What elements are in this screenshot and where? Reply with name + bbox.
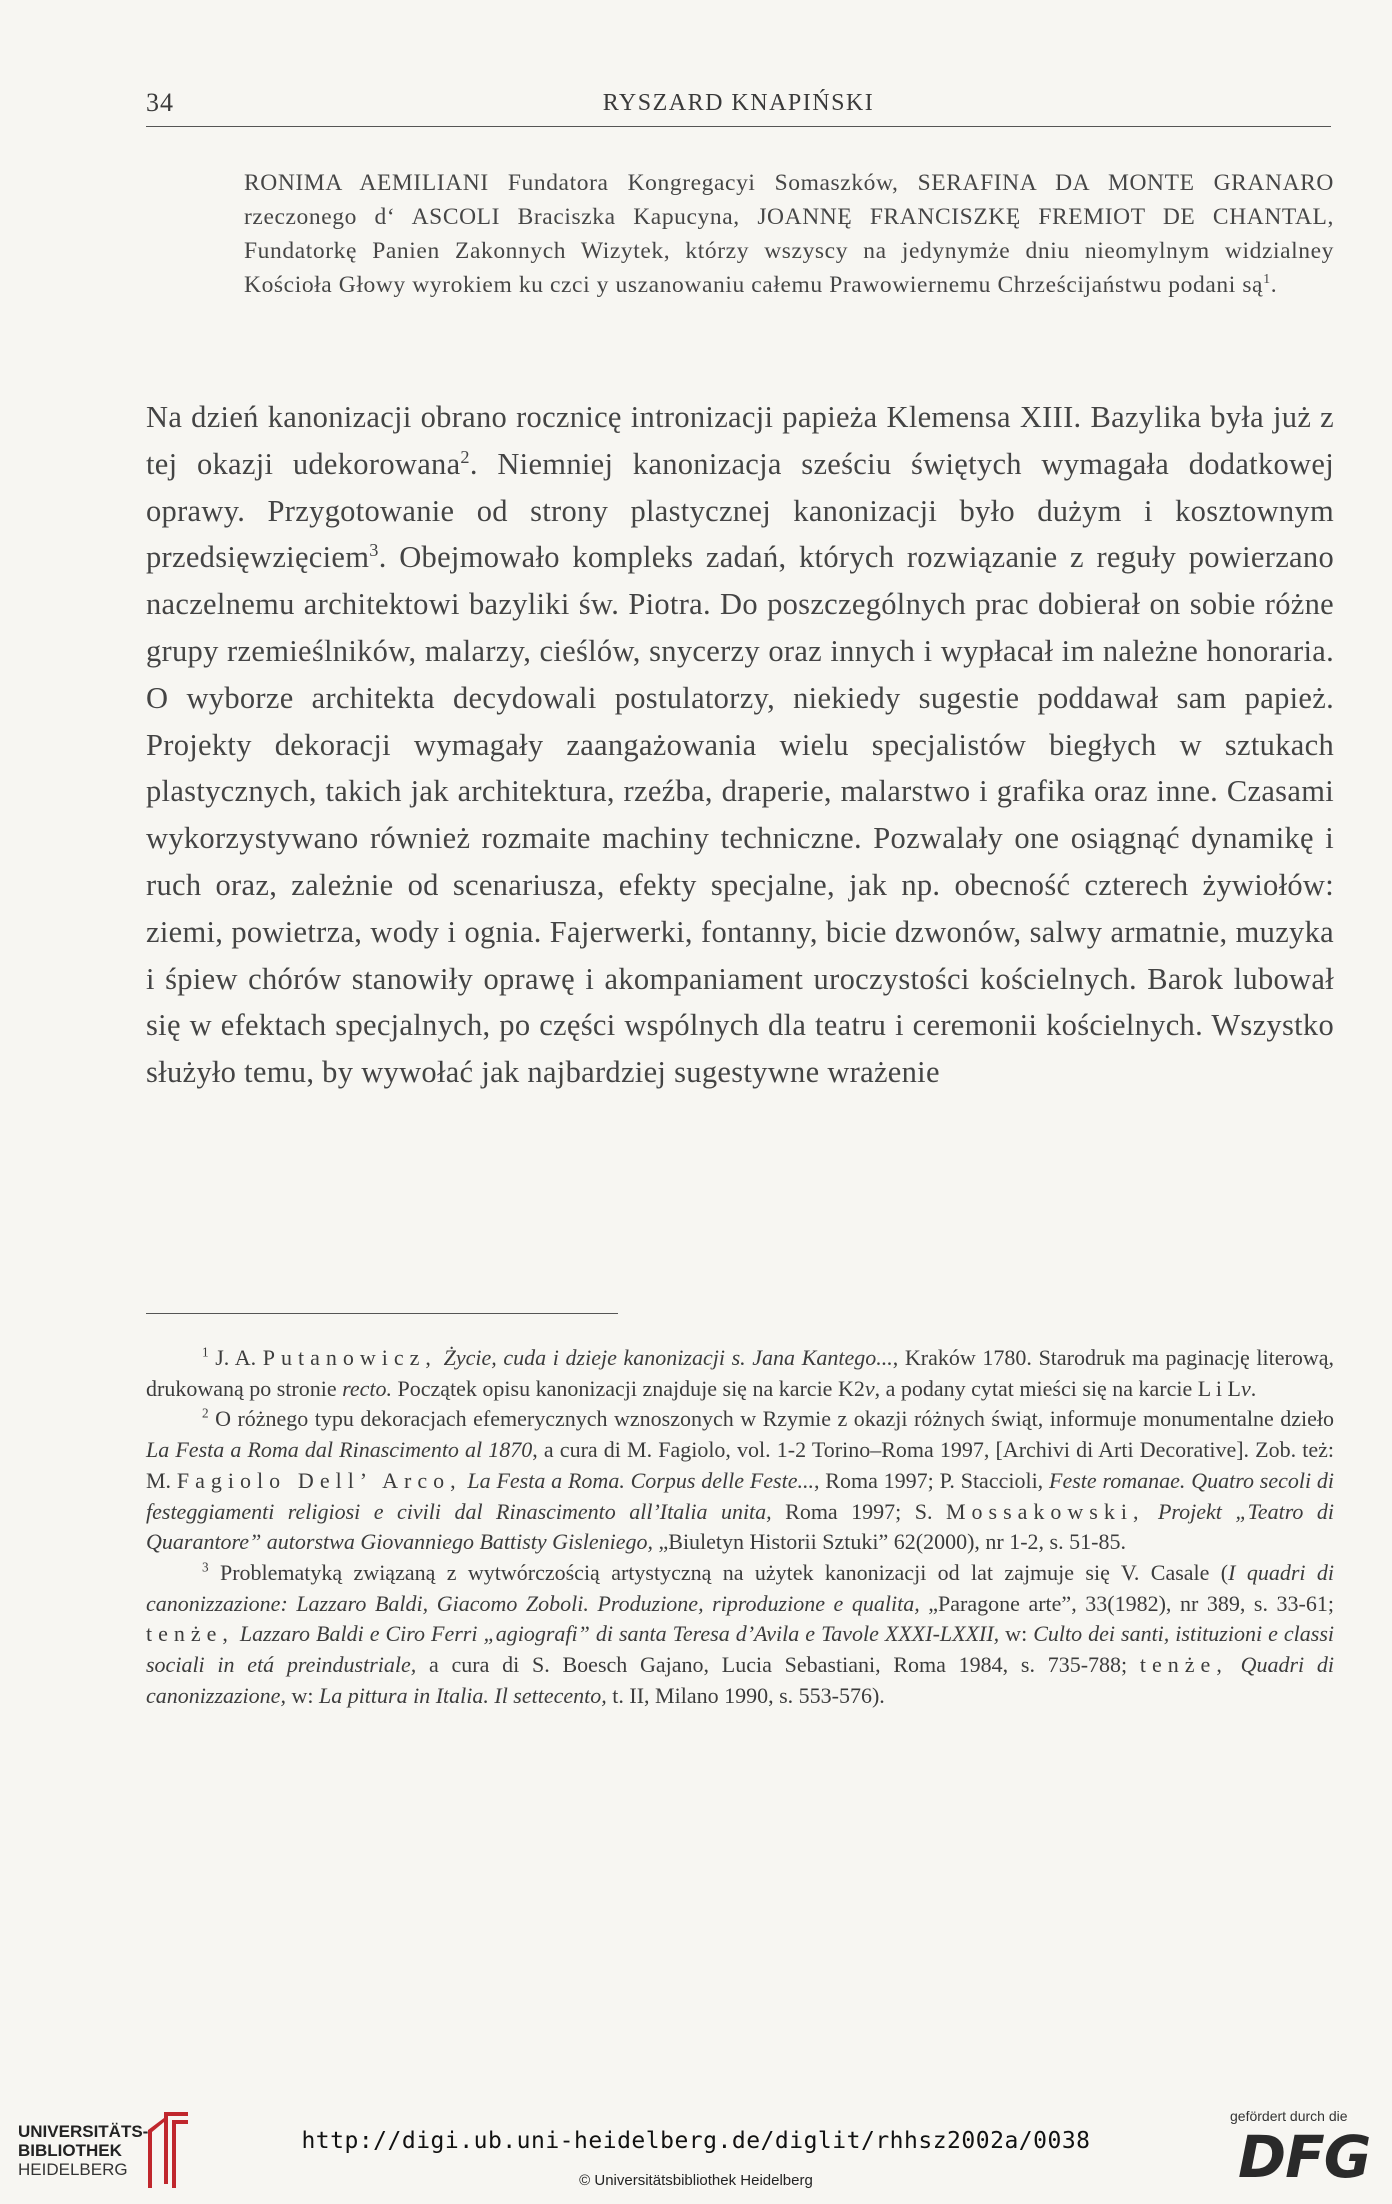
italic-term: v [864,1375,875,1401]
author-name: Fagiolo Dell’ Arco, [176,1467,462,1493]
author-name: tenże, [1139,1652,1228,1678]
funding-note: gefördert durch die [1230,2108,1348,2124]
body-paragraph [146,394,1334,1096]
footnote-number: 3 [202,1559,209,1575]
author-name: tenże, [146,1621,234,1647]
running-head: RYSZARD KNAPIŃSKI [602,90,875,116]
footnote-text: a cura di S. Boesch Gajano, Lucia Sebastiani, Roma 1984, s. 735-788; [416,1652,1140,1678]
footnote-text: „Biuletyn Historii Sztuki” 62(2000), nr 1-2, s. 51-85. [653,1529,1126,1555]
work-title: La pittura in Italia. Il settecento, [318,1682,607,1708]
footnote-text: , Roma 1997; P. Staccioli, [813,1467,1050,1493]
footnote-text: O różnego typu dekoracjach efemerycznych wznoszonych w Rzymie z okazji różnych świąt, informuje monumentalne dzieło [208,1406,1334,1432]
footnote-number: 2 [202,1406,209,1422]
body-text-part: Na dzień kanonizacji obrano rocznicę intronizacji papieża Klemensa XIII. Bazylika była już z tej okazji udekorowana [146,400,1334,481]
work-title: Quadri di canonizzazione, [146,1652,1335,1708]
dfg-logo: DFG [1238,2123,1371,2191]
library-name-line: UNIVERSITÄTS- [18,2122,149,2141]
work-title: Życie, cuda i dzieje kanonizacji s. Jana Kantego... [443,1345,893,1370]
footnote-ref[interactable]: 2 [460,446,470,467]
footnote-ref[interactable]: 1 [1263,271,1271,288]
footnote-number: 1 [202,1344,209,1360]
author-name: Putanowicz, [262,1345,437,1370]
italic-term: v [1240,1375,1251,1401]
page-number: 34 [146,88,174,117]
work-title: La Festa a Roma. Corpus delle Feste... [467,1467,814,1493]
library-name-line: HEIDELBERG [18,2160,128,2179]
footnote-text: Problematyką związaną z wytwórczością artystyczną na użytek kanonizacji od lat zajmuje się V. Casale ( [208,1559,1229,1585]
block-quote: RONIMA AEMILIANI Fundatora Kongregacyi Somaszków, SERAFINA DA MONTE GRANARO rzeczonego d‘ ASCOLI Braciszka Kapucyna, JOANNĘ FRANCISZKĘ FREMIOT DE CHANTAL, Fundatorkę Panien Zakonnych Wizytek, którzy wszyscy na jedynymże dniu nieomylnym widzialney Kościoła Głowy wyrokiem ku czci y uszanowaniu całemu Prawowiernemu Chrześcijaństwu podani $są^1$. [244,170,1334,298]
footnote-text: . [1250,1375,1257,1401]
work-title: Projekt „Teatro di Quarantore” autorstwa Giovanniego Battisty Gisleniego, [146,1498,1335,1555]
quote-text: RONIMA AEMILIANI Fundatora Kongregacyi Somaszków, SERAFINA DA MONTE GRANARO rzeczonego d‘ ASCOLI Braciszka Kapucyna, JOANNĘ FRANCISZKĘ FREMIOT DE CHANTAL, Fundatorkę Panien Zakonnych Wizytek, którzy wszyscy na jedynymże dniu nieomylnym widzialney Kościoła Głowy wyrokiem ku czci y uszanowaniu całemu Prawowiernemu Chrześcijaństwu podani są [244,170,1334,298]
footnote-separator [146,1313,618,1314]
footnote-text: , a podany cytat mieści się na karcie L i L [874,1375,1241,1401]
footnote-text: w: [285,1682,319,1708]
italic-term: recto. [342,1375,393,1401]
footnote-1 [146,1343,1334,1404]
author-name: Mossakowski, [945,1498,1145,1524]
footnotes [146,1343,1334,1711]
permalink-url[interactable]: http://digi.ub.uni-heidelberg.de/diglit/rhhsz2002a/0038 [301,2128,1091,2154]
footnote-ref[interactable]: 3 [369,540,379,561]
work-title: I quadri di canonizzazione: Lazzaro Baldi, Giacomo Zoboli. Produzione, riproduzione e qualita, [146,1559,1334,1616]
footnote-text: J. A. [208,1345,263,1370]
body-text-part: . Niemniej kanonizacja sześciu świętych wymagała dodatkowej oprawy. Przygotowanie od strony plastycznej kanonizacji było dużym i kosztownym przedsięwzięciem [146,446,1334,575]
library-name-line: BIBLIOTHEK [18,2141,122,2160]
footnote-text: t. II, Milano 1990, s. 553-576). [606,1682,885,1708]
work-title: Lazzaro Baldi e Ciro Ferri „agiografi” di santa Teresa d’Avila e Tavole XXXI-LXXII, [239,1621,1000,1647]
work-title: Culto dei santi, istituzioni e classi sociali in etá preindustriale, [146,1621,1334,1678]
footnote-text: , a cura di M. Fagiolo, vol. 1-2 Torino–Roma 1997, [Archivi di Arti Decorative]. Zob. też: M. [146,1437,1334,1493]
copyright-notice: © Universitätsbibliothek Heidelberg [579,2172,813,2189]
work-title: Feste romanae. Quatro secoli di festeggiamenti religiosi e civili dal Rinascimento all’Italia unita, [146,1467,1335,1524]
footnote-text: Roma 1997; S. [771,1498,946,1524]
footnote-text: , Kraków 1780. Starodruk ma paginację literową, drukowaną po stronie [146,1345,1335,1401]
footnote-3 [146,1558,1334,1712]
footnote-2 [146,1404,1334,1558]
page-header [146,88,1331,127]
footnote-text: w: [999,1621,1034,1647]
footnote-text: Początek opisu kanonizacji znajduje się na karcie K2 [392,1375,865,1401]
footnote-text: „Paragone arte”, 33(1982), nr 389, s. 33-61; [919,1590,1334,1616]
work-title: La Festa a Roma dal Rinascimento al 1870 [146,1437,533,1463]
body-text-part: . Obejmowało kompleks zadań, których rozwiązanie z reguły powierzano naczelnemu architektowi bazyliki św. Piotra. Do poszczególnych prac dobierał on sobie różne grupy rzemieślników, malarzy, cieślów, snycerzy oraz innych i wypłacał im należne honoraria. O wyborze architekta decydowali postulatorzy, niekiedy sugestie poddawał sam papież. Projekty dekoracji wymagały zaangażowania wielu specjalistów biegłych w sztukach plastycznych, takich jak architektura, rzeźba, draperie, malarstwo i grafika oraz inne. Czasami wykorzystywano również rozmaite machiny techniczne. Pozwalały one osiągnąć dynamikę i ruch oraz, zależnie od scenariusza, efekty specjalne, jak np. obecność czterech żywiołów: ziemi, powietrza, wody i ognia. Fajerwerki, fontanny, bicie dzwonów, salwy armatnie, muzyka i śpiew chórów stanowiły oprawę i akompaniament uroczystości kościelnych. Barok lubował się w efektach specjalnych, po części wspólnych dla teatru i ceremonii kościelnych. Wszystko służyło temu, by wywołać jak najbardziej sugestywne wrażenie [146,540,1334,1090]
